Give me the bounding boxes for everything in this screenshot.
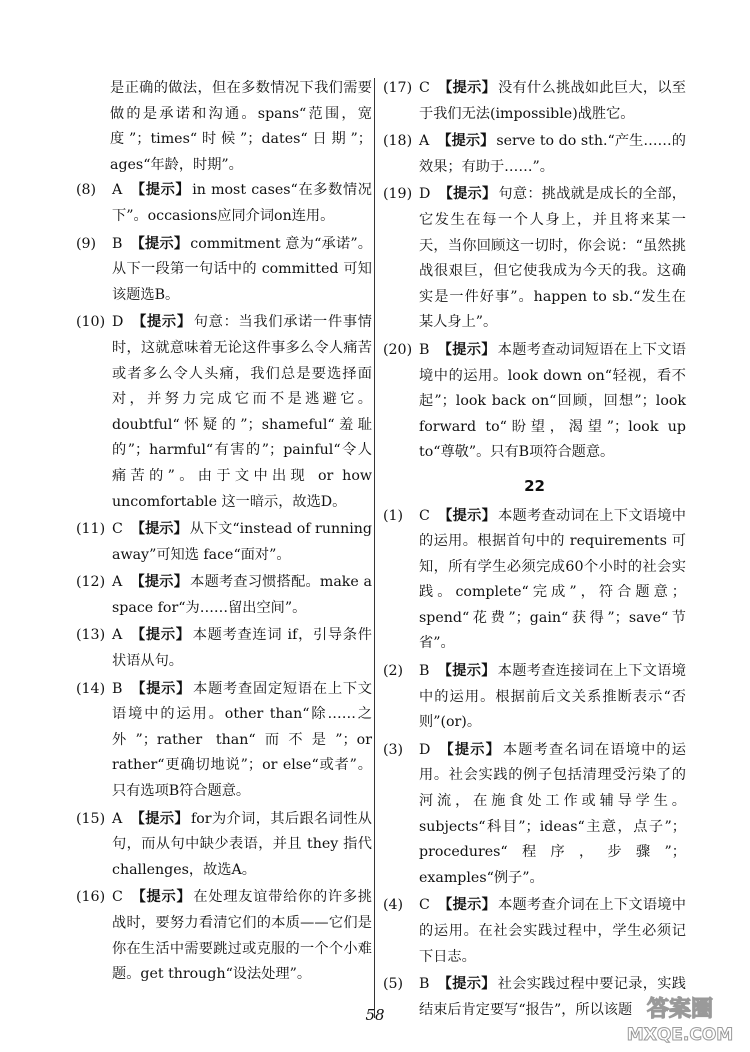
answer-item <box>383 76 686 127</box>
explanation-text: 没有什么挑战如此巨大，以至于我们无法(impossible)战胜它。 <box>419 80 686 122</box>
item-number: (14) <box>76 680 106 697</box>
item-number: (4) <box>383 897 404 914</box>
item-number: (16) <box>76 889 106 906</box>
explanation-text: commitment 意为“承诺”。从下一段第一句话中的 committed 可知该题选B。 <box>112 235 372 303</box>
hint-label: 【提示】 <box>130 627 191 644</box>
explanation-text: 社会实践过程中要记录，实践结束后肯定要写“报告”，所以该题 <box>419 976 686 1018</box>
answer-item <box>76 885 372 987</box>
answer-letter: B <box>112 235 123 252</box>
hint-label: 【提示】 <box>131 314 192 331</box>
item-number: (12) <box>76 574 106 591</box>
answer-letter: D <box>419 186 431 203</box>
answer-item <box>383 504 686 658</box>
hint-label: 【提示】 <box>437 976 496 993</box>
explanation-text: in most cases“在多数情况下”。occasions应同介词on连用。 <box>112 182 372 224</box>
left-column <box>76 76 372 990</box>
hint-label: 【提示】 <box>130 182 191 199</box>
answer-letter: A <box>112 182 123 199</box>
explanation-text: 在处理友谊带给你的许多挑战时，要努力看清它们的本质——它们是你在生活中需要跳过或克服的一个个小难题。get through“设法处理”。 <box>112 889 372 983</box>
watermark-line2: MXQE.COM <box>626 1025 734 1045</box>
hint-label: 【提示】 <box>438 741 501 758</box>
item-number: (10) <box>76 314 106 331</box>
answer-letter: A <box>112 574 123 591</box>
explanation-text: 本题考查固定短语在上下文语境中的运用。other than“除……之外”；rather than“而不是”；or rather“更确切地说”；or else“或者”。只有选项B符合题意。 <box>112 680 372 800</box>
watermark-logo <box>616 990 744 1048</box>
hint-label: 【提示】 <box>437 341 496 358</box>
answer-letter: C <box>112 521 123 538</box>
explanation-text: serve to do sth.“产生……的效果；有助于……”。 <box>419 133 686 175</box>
column-divider <box>374 78 375 1018</box>
answer-letter: A <box>419 133 430 150</box>
answer-item <box>383 738 686 892</box>
item-number: (2) <box>383 663 404 680</box>
explanation-text: 本题考查动词在上下文语境中的运用。根据首句中的 requirements 可知，所有学生必须完成60个小时的社会实践。complete“完成”，符合题意；spend“花费”；gain“获得”；save“节省”。 <box>419 507 686 652</box>
hint-label: 【提示】 <box>437 133 495 150</box>
item-number: (15) <box>76 810 106 827</box>
item-number: (5) <box>383 976 404 993</box>
item-number: (9) <box>76 235 97 252</box>
hint-label: 【提示】 <box>130 235 189 252</box>
section-number: 22 <box>524 476 545 495</box>
item-number: (8) <box>76 182 97 199</box>
answer-item <box>76 623 372 674</box>
right-column <box>383 76 686 1025</box>
answer-letter: C <box>419 897 430 914</box>
continued-text: 是正确的做法，但在多数情况下我们需要做的是承诺和沟通。spans“范围，宽度”；times“时候”；dates“日期”；ages“年龄，时期”。 <box>110 80 372 173</box>
answer-letter: A <box>112 810 123 827</box>
item-number: (3) <box>383 741 404 758</box>
explanation-text: 本题考查连词 if，引导条件状语从句。 <box>112 627 372 670</box>
answer-item <box>76 517 372 568</box>
hint-label: 【提示】 <box>437 507 497 524</box>
item-number: (20) <box>383 341 413 358</box>
explanation-text: 本题考查介词在上下文语境中的运用。在社会实践过程中，学生必须记下日志。 <box>419 897 686 965</box>
answer-item <box>76 677 372 805</box>
answer-item <box>76 232 372 309</box>
hint-label: 【提示】 <box>130 521 188 538</box>
answer-letter: C <box>419 80 430 96</box>
answer-item <box>383 893 686 970</box>
hint-label: 【提示】 <box>130 680 192 697</box>
answer-letter: B <box>419 341 430 358</box>
explanation-text: 本题考查动词短语在上下文语境中的运用。look down on“轻视，看不起”；look back on“回顾，回想”；look forward to“盼望，渴望”；look up to“尊敬”。只有B项符合题意。 <box>419 341 686 461</box>
hint-label: 【提示】 <box>130 889 192 906</box>
answer-item <box>383 182 686 336</box>
watermark-line1: 答案圈 <box>646 997 714 1022</box>
answer-letter: B <box>419 663 430 680</box>
answer-letter: B <box>419 976 430 993</box>
item-number: (18) <box>383 133 413 150</box>
answer-item <box>383 129 686 180</box>
answer-letter: A <box>112 627 123 644</box>
item-number: (1) <box>383 507 404 524</box>
answer-item <box>76 570 372 621</box>
explanation-text: 本题考查习惯搭配。make a space for“为……留出空间”。 <box>112 574 372 616</box>
item-number: (17) <box>383 80 413 96</box>
answer-item <box>76 310 372 515</box>
hint-label: 【提示】 <box>130 574 189 591</box>
item-number: (19) <box>383 186 413 203</box>
explanation-text: 本题考查连接词在上下文语境中的运用。根据前后文关系推断表示“否则”(or)。 <box>419 663 686 731</box>
explanation-text: for为介词，其后跟名词性从句，而从句中缺少表语，并且 they 指代 challenges，故选A。 <box>112 810 372 878</box>
explanation-text: 本题考查名词在语境中的运用。社会实践的例子包括清理受污染了的河流，在施食处工作或辅导学生。subjects“科目”；ideas“主意，点子”；procedures“程序，步骤”；examples“例子”。 <box>419 741 686 886</box>
hint-label: 【提示】 <box>437 80 497 96</box>
answer-letter: D <box>112 314 124 331</box>
answer-item <box>76 178 372 229</box>
hint-label: 【提示】 <box>130 810 189 827</box>
hint-label: 【提示】 <box>437 663 496 680</box>
answer-item <box>76 807 372 884</box>
explanation-text: 句意：挑战就是成长的全部，它发生在每一个人身上，并且将来某一天，当你回顾这一切时，你会说：“虽然挑战很艰巨，但它使我成为今天的我。这确实是一件好事”。happen to sb.“发生在某人身上”。 <box>419 186 686 331</box>
answer-item <box>383 338 686 466</box>
explanation-text: 从下文“instead of running away”可知选 face“面对”。 <box>112 521 372 563</box>
answer-letter: C <box>419 507 430 524</box>
answer-letter: D <box>419 741 431 758</box>
hint-label: 【提示】 <box>437 897 497 914</box>
answer-letter: B <box>112 680 123 697</box>
item-number: (11) <box>76 521 106 538</box>
explanation-text: 句意：当我们承诺一件事情时，这就意味着无论这件事多么令人痛苦或者多么令人头痛，我们总是要选择面对，并努力完成它而不是逃避它。doubtful“怀疑的”；shameful“羞耻的”；harmful“有害的”；painful“令人痛苦的”。由于文中出现 or how uncomfortable 这一暗示，故选D。 <box>112 314 372 510</box>
hint-label: 【提示】 <box>438 186 497 203</box>
answer-item <box>383 659 686 736</box>
answer-letter: C <box>112 889 123 906</box>
item-number: (13) <box>76 627 106 644</box>
page-number: 58 <box>365 1006 385 1024</box>
